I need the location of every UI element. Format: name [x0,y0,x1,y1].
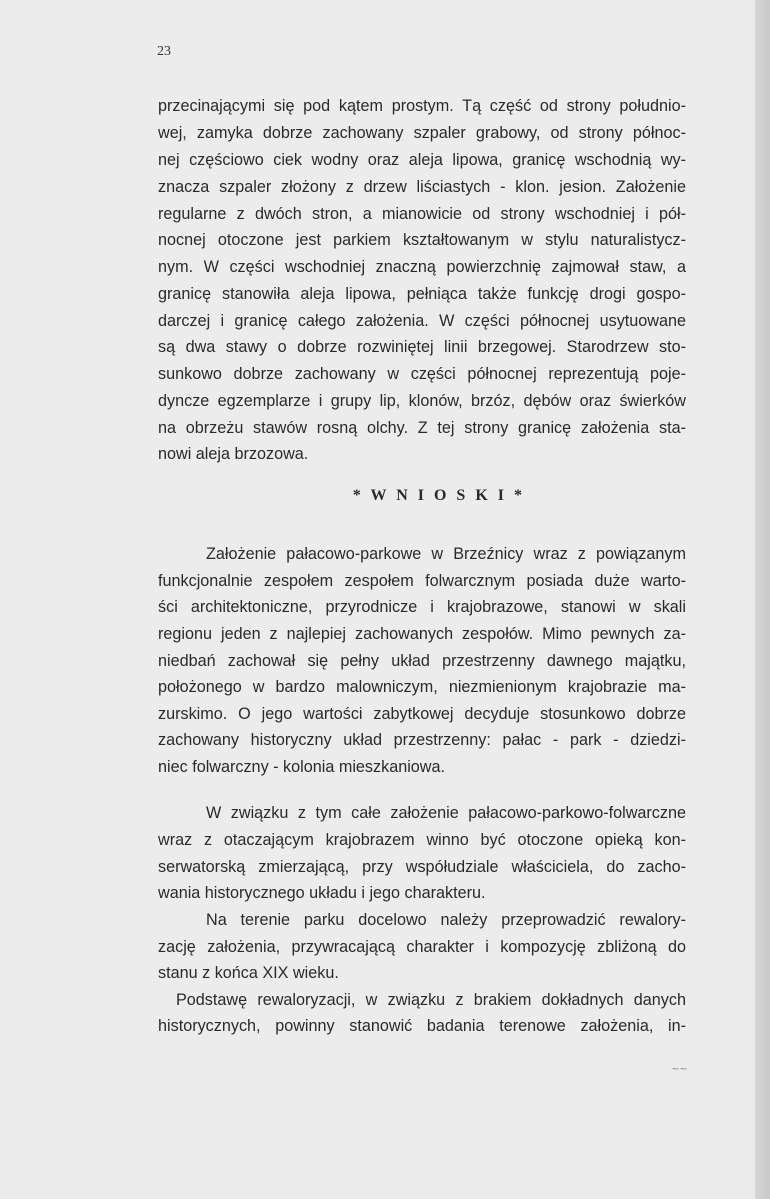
text-line: niec folwarczny - kolonia mieszkaniowa. [158,758,445,776]
page-number: 23 [157,44,171,59]
text-line: regionu jeden z najlepiej zachowanych zespołów. Mimo pewnych za- [158,625,686,643]
page-edge-shadow [755,0,770,1199]
text-line: serwatorską zmierzającą, przy współudziale właściciela, do zacho- [158,858,686,876]
text-line: nym. W części wschodniej znaczną powierzchnię zajmował staw, a [158,258,686,276]
text-line: nej częściowo ciek wodny oraz aleja lipowa, granicę wschodnią wy- [158,151,686,169]
text-line: darczej i granicę całego założenia. W części północnej usytuowane [158,312,686,330]
text-line: W związku z tym całe założenie pałacowo-parkowo-folwarczne [206,804,686,822]
text-line: niedbań zachował się pełny układ przestrzenny dawnego majątku, [158,652,686,670]
text-line: Podstawę rewaloryzacji, w związku z brakiem dokładnych danych [176,991,686,1009]
text-line: regularne z dwóch stron, a mianowicie od strony wschodniej i pół- [158,205,686,223]
text-line: zachowany historyczny układ przestrzenny: pałac - park - dziedzi- [158,731,686,749]
text-line: przecinającymi się pod kątem prostym. Tą część od strony południo- [158,97,686,115]
text-line: zację założenia, przywracającą charakter i kompozycję zbliżoną do [158,938,686,956]
text-line: nocnej otoczone jest parkiem kształtowanym w stylu naturalistycz- [158,231,686,249]
text-line: Założenie pałacowo-parkowe w Brzeźnicy wraz z powiązanym [206,545,686,563]
text-line: na obrzeżu stawów rosną olchy. Z tej strony granicę założenia sta- [158,419,686,437]
text-line: ści architektoniczne, przyrodnicze i krajobrazowe, stanowi w skali [158,598,686,616]
text-line: stanu z końca XIX wieku. [158,964,339,982]
text-line: funkcjonalnie zespołem zespołem folwarcznym posiada duże warto- [158,572,686,590]
text-line: historycznych, powinny stanowić badania terenowe założenia, in- [158,1017,686,1035]
page-footer-mark: ~~ [672,1062,689,1076]
text-line: wania historycznego układu i jego charakteru. [158,884,486,902]
text-line: Na terenie parku docelowo należy przeprowadzić rewalory- [206,911,686,929]
text-line: nowi aleja brzozowa. [158,445,309,463]
text-line: wej, zamyka dobrze zachowany szpaler grabowy, od strony północ- [158,124,686,142]
text-line: położonego w bardzo malowniczym, niezmienionym krajobrazie ma- [158,678,686,696]
text-line: są dwa stawy o dobrze rozwiniętej linii brzegowej. Starodrzew sto- [158,338,686,356]
text-line: znacza szpaler złożony z drzew liściastych - klon. jesion. Założenie [158,178,686,196]
text-line: sunkowo dobrze zachowany w części północnej reprezentują poje- [158,365,686,383]
section-heading: * W N I O S K I * [352,487,525,504]
text-line: dyncze egzemplarze i grupy lip, klonów, brzóz, dębów oraz świerków [158,392,686,410]
text-line: wraz z otaczającym krajobrazem winno być otoczone opieką kon- [158,831,686,849]
text-line: granicę stanowiła aleja lipowa, pełniąca także funkcję drogi gospo- [158,285,686,303]
text-line: zurskimo. O jego wartości zabytkowej decyduje stosunkowo dobrze [158,705,686,723]
